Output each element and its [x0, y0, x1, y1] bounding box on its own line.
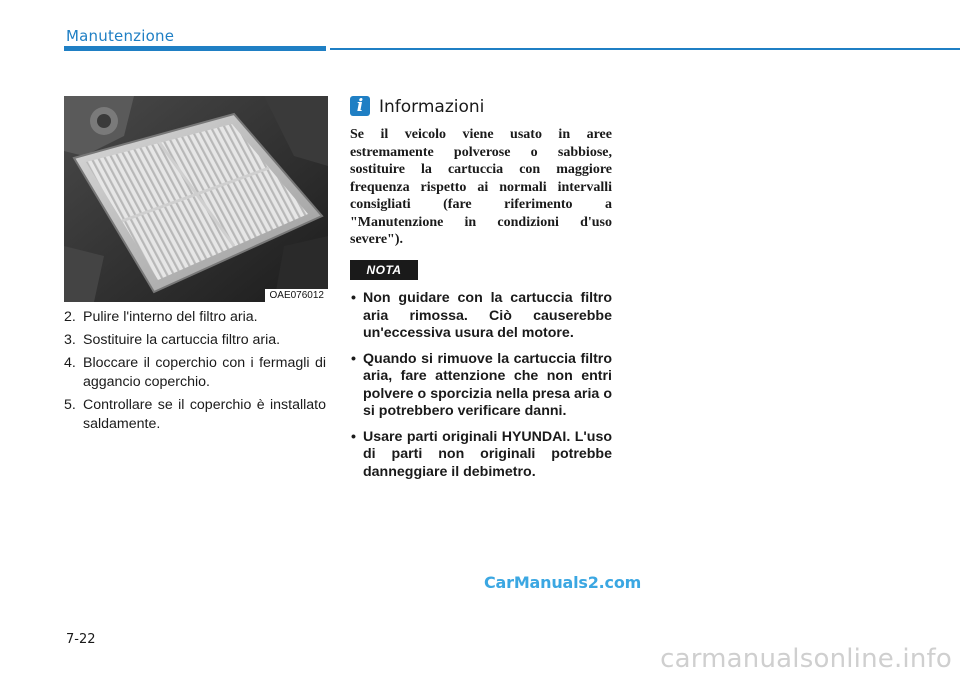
info-text: Se il veicolo viene usato in aree estremamente polverose o sabbiose, sostituire la cartuccia con maggiore frequenza rispetto ai normali intervalli consigliati (fare riferimento a "Manutenzione in condizioni d'uso severe"). — [350, 127, 612, 247]
step-item — [64, 396, 326, 434]
bullet-dot-icon: • — [351, 350, 356, 367]
step-item — [64, 331, 326, 350]
step-text: Sostituire la cartuccia filtro aria. — [83, 332, 281, 348]
nota-item — [350, 290, 612, 343]
step-number: 5. — [64, 397, 76, 413]
step-text: Pulire l'interno del filtro aria. — [83, 309, 258, 325]
nota-item — [350, 429, 612, 482]
page-number: 7-22 — [66, 632, 96, 647]
air-filter-illustration — [64, 96, 328, 302]
nota-item-text: Quando si rimuove la cartuccia filtro aria, fare attenzione che non entri polvere o sporcizia nella presa aria o si potrebbero verificare danni. — [363, 350, 612, 419]
nota-list — [350, 290, 612, 489]
bullet-dot-icon: • — [351, 290, 356, 306]
watermark-link[interactable]: CarManuals2.com — [484, 573, 642, 592]
step-item — [64, 354, 326, 392]
photo-code: OAE076012 — [265, 289, 329, 302]
info-title: Informazioni — [379, 97, 485, 117]
air-filter-photo — [64, 96, 328, 302]
info-icon: i — [350, 96, 370, 116]
header-rule-thin — [330, 48, 960, 50]
step-text: Bloccare il coperchio con i fermagli di aggancio coperchio. — [83, 355, 326, 390]
step-number: 2. — [64, 309, 76, 325]
step-text: Controllare se il coperchio è installato saldamente. — [83, 397, 326, 432]
nota-label: NOTA — [350, 260, 418, 280]
nota-item-text: Non guidare con la cartuccia filtro aria rimossa. Ciò causerebbe un'eccessiva usura del motore. — [363, 290, 612, 341]
step-number: 3. — [64, 332, 76, 348]
section-title: Manutenzione — [66, 27, 175, 45]
nota-item — [350, 351, 612, 421]
bullet-dot-icon: • — [351, 428, 356, 445]
steps-list — [64, 308, 326, 438]
nota-item-text: Usare parti originali HYUNDAI. L'uso di parti non originali potrebbe danneggiare il debimetro. — [363, 428, 612, 480]
step-number: 4. — [64, 355, 76, 371]
footer-watermark: carmanualsonline.info — [660, 644, 952, 674]
step-item — [64, 308, 326, 327]
header-rule-thick — [64, 46, 326, 51]
